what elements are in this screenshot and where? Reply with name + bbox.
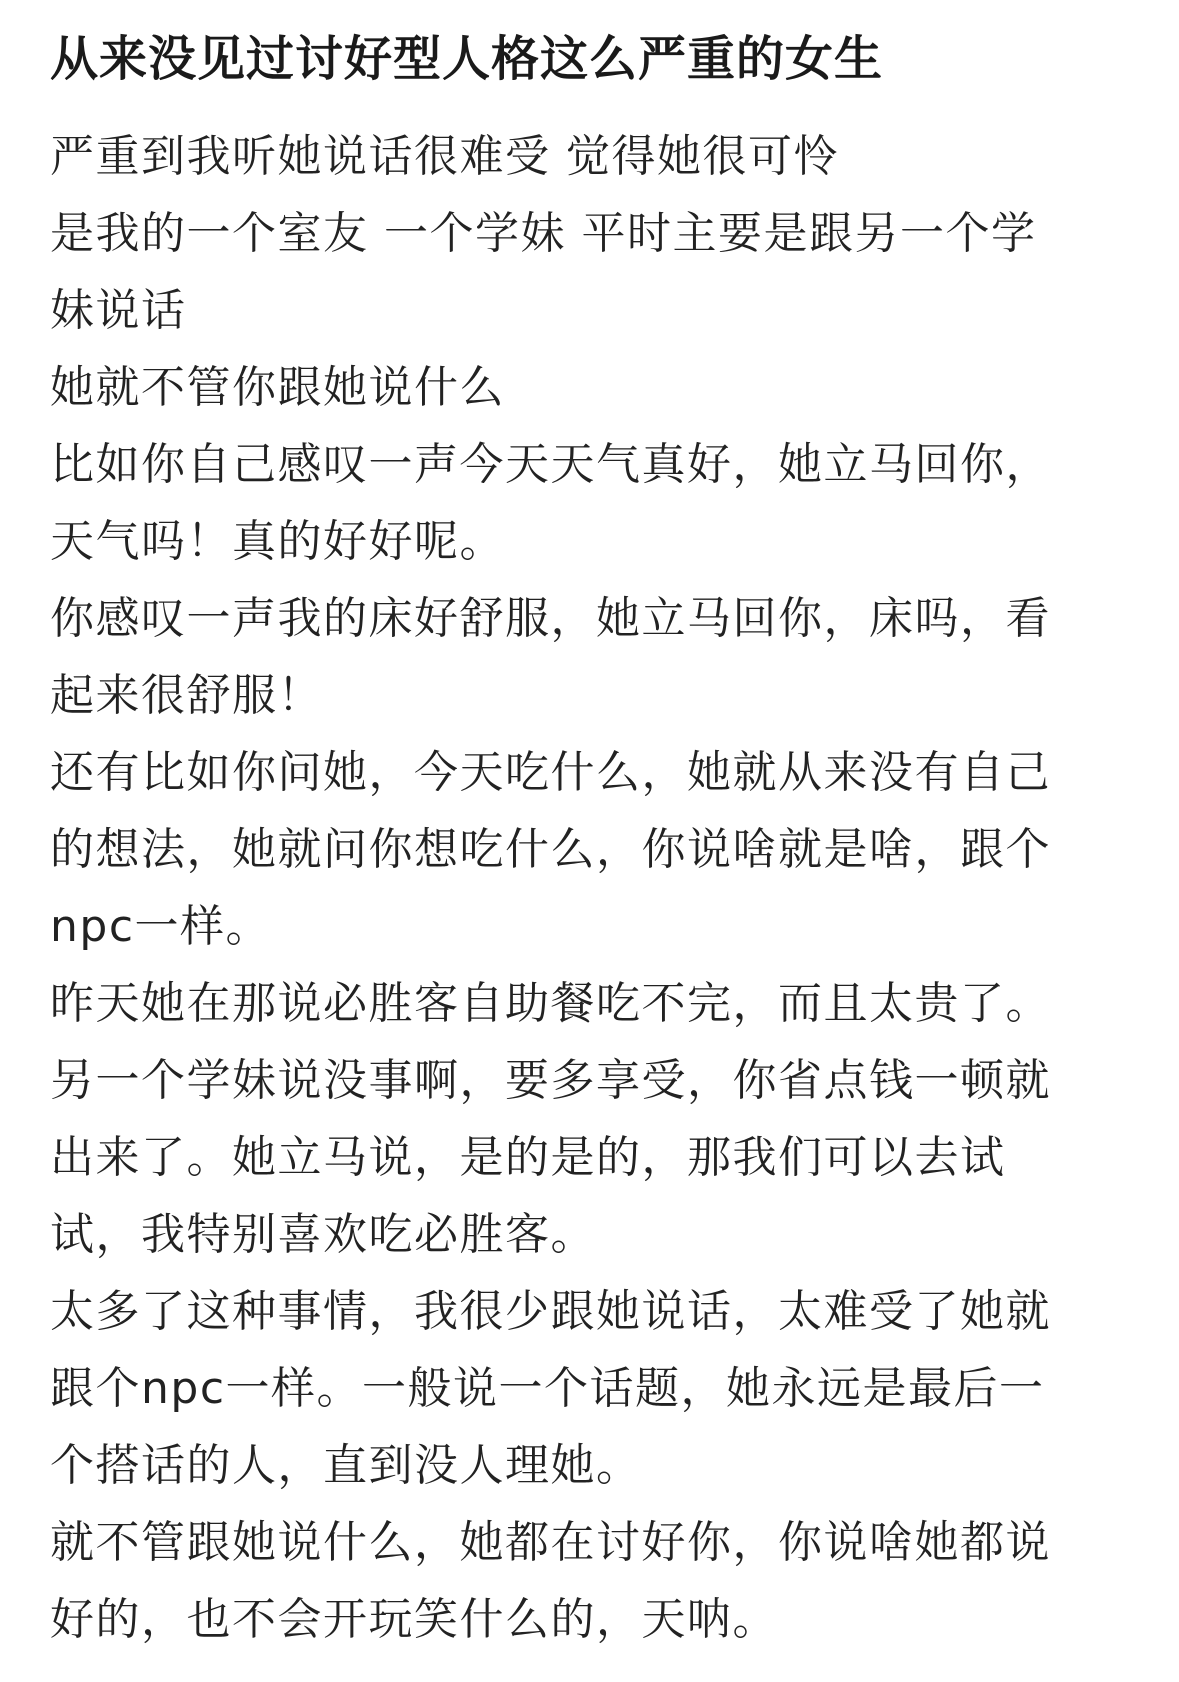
post-title: 从来没见过讨好型人格这么严重的女生 <box>50 31 884 87</box>
post-line: 的想法，她就问你想吃什么，你说啥就是啥，跟个 <box>50 824 1051 875</box>
post-line: 试，我特别喜欢吃必胜客。 <box>50 1209 596 1260</box>
post-line: 出来了。她立马说，是的是的，那我们可以去试 <box>50 1132 1006 1183</box>
post-line: 太多了这种事情，我很少跟她说话，太难受了她就 <box>50 1286 1051 1337</box>
post-line: 天气吗！真的好好呢。 <box>50 516 505 567</box>
post-line: 跟个npc一样。一般说一个话题，她永远是最后一 <box>50 1363 1045 1414</box>
post <box>50 0 1130 1658</box>
post-line: 就不管跟她说什么，她都在讨好你，你说啥她都说 <box>50 1517 1051 1568</box>
post-line: 严重到我听她说话很难受 觉得她很可怜 <box>50 131 839 182</box>
post-line: 是我的一个室友 一个学妹 平时主要是跟另一个学 <box>50 208 1037 259</box>
post-line: 她就不管你跟她说什么 <box>50 362 505 413</box>
post-line: npc一样。 <box>50 901 272 952</box>
post-line: 你感叹一声我的床好舒服，她立马回你，床吗，看 <box>50 593 1051 644</box>
post-line: 好的，也不会开玩笑什么的，天呐。 <box>50 1594 778 1645</box>
post-line: 比如你自己感叹一声今天天气真好，她立马回你， <box>50 439 1051 490</box>
post-line: 还有比如你问她，今天吃什么，她就从来没有自己 <box>50 747 1051 798</box>
post-body <box>50 118 1130 1658</box>
post-line: 个搭话的人，直到没人理她。 <box>50 1440 642 1491</box>
post-line: 起来很舒服！ <box>50 670 323 721</box>
post-line: 妹说话 <box>50 285 187 336</box>
post-line: 另一个学妹说没事啊，要多享受，你省点钱一顿就 <box>50 1055 1051 1106</box>
post-line: 昨天她在那说必胜客自助餐吃不完，而且太贵了。 <box>50 978 1051 1029</box>
